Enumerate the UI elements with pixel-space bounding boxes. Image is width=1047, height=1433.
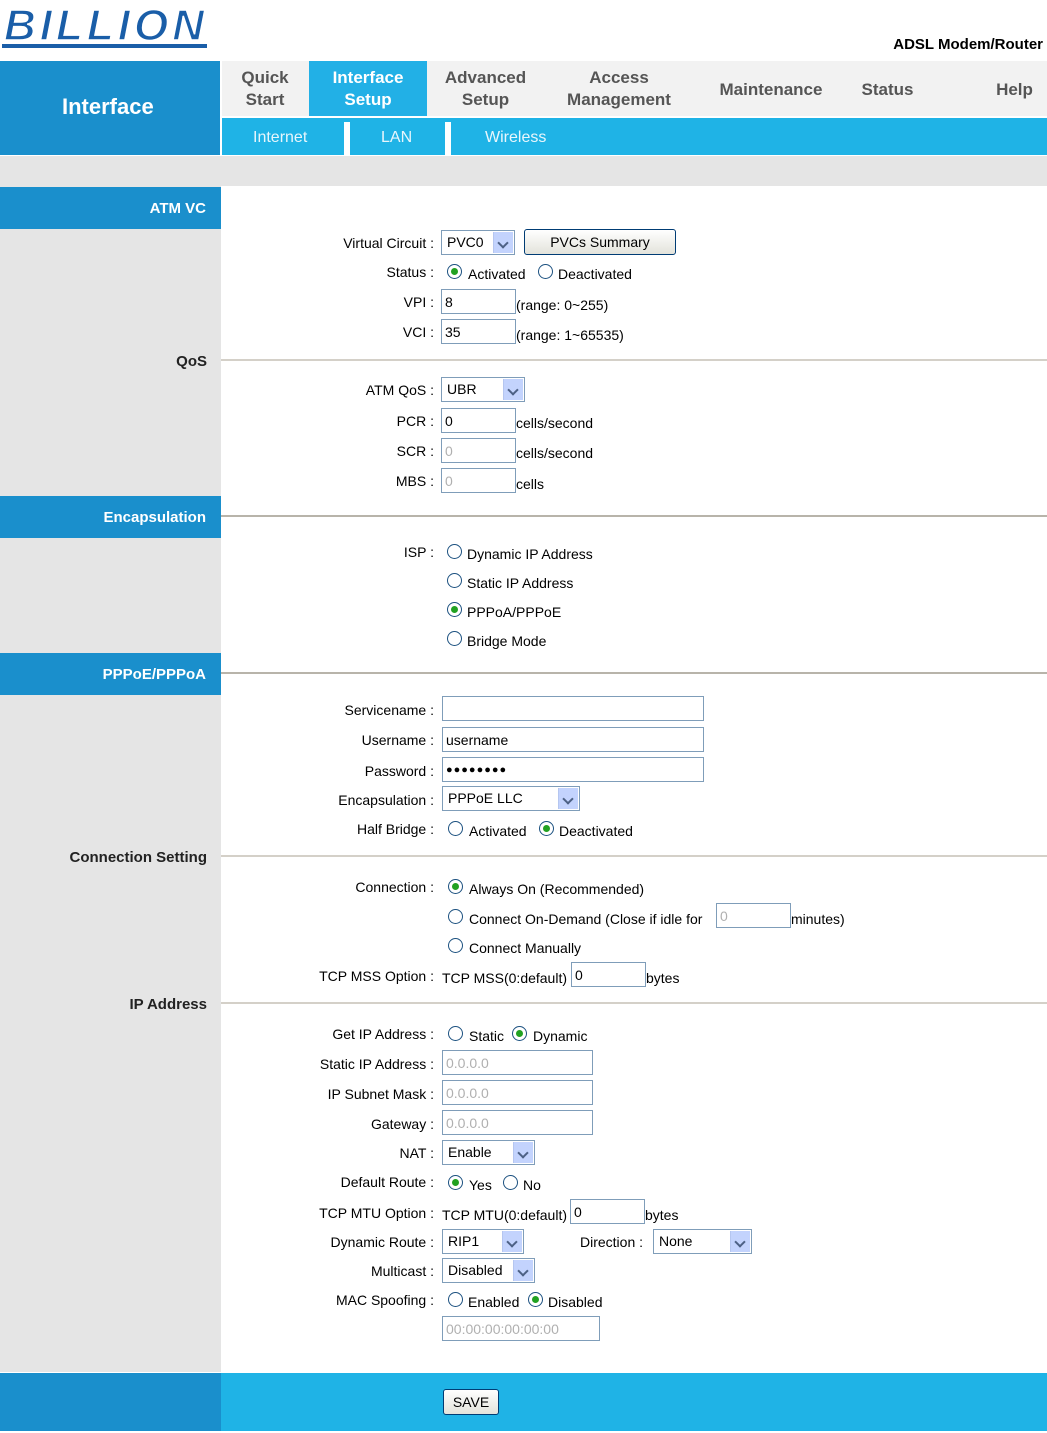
- footer-left: [0, 1373, 221, 1431]
- subnet-mask-label: IP Subnet Mask :: [327, 1086, 434, 1102]
- pcr-unit: cells/second: [516, 415, 594, 431]
- servicename-label: Servicename :: [344, 702, 434, 718]
- nav-quick-start[interactable]: Quick Start: [241, 68, 289, 109]
- status-activated-radio[interactable]: [447, 264, 462, 279]
- mac-spoof-enabled-text: Enabled: [468, 1294, 520, 1310]
- get-ip-dynamic-radio[interactable]: [512, 1026, 527, 1041]
- chevron-down-icon: [503, 379, 523, 400]
- half-bridge-deactivated-radio[interactable]: [539, 821, 554, 836]
- status-deactivated-text: Deactivated: [558, 266, 632, 282]
- chevron-down-icon: [502, 1231, 522, 1252]
- static-ip-label: Static IP Address :: [319, 1056, 434, 1072]
- dynamic-route-select[interactable]: RIP1: [442, 1229, 524, 1254]
- nav-help[interactable]: Help: [996, 80, 1033, 99]
- mac-spoof-disabled-radio[interactable]: [528, 1292, 543, 1307]
- username-input[interactable]: username: [442, 727, 704, 752]
- scr-label: SCR :: [396, 443, 434, 459]
- encapsulation-label: Encapsulation :: [338, 792, 434, 808]
- mbs-unit: cells: [516, 476, 545, 492]
- isp-bridge-text: Bridge Mode: [467, 633, 547, 649]
- vci-label: VCI :: [402, 324, 434, 340]
- subnav-divider: [445, 122, 451, 155]
- subnet-mask-input[interactable]: 0.0.0.0: [442, 1080, 593, 1105]
- vci-range: (range: 1~65535): [516, 327, 624, 343]
- servicename-input[interactable]: [442, 696, 704, 721]
- connection-label: Connection :: [355, 879, 434, 895]
- get-ip-label: Get IP Address :: [332, 1026, 434, 1042]
- get-ip-dynamic-text: Dynamic: [533, 1028, 588, 1044]
- scr-input[interactable]: 0: [441, 438, 516, 463]
- chevron-down-icon: [493, 232, 513, 253]
- tcp-mss-label: TCP MSS Option :: [319, 968, 434, 984]
- mbs-input[interactable]: 0: [441, 468, 516, 493]
- static-ip-input[interactable]: 0.0.0.0: [442, 1050, 593, 1075]
- pcr-input[interactable]: 0: [441, 408, 516, 433]
- password-input[interactable]: ●●●●●●●●: [442, 757, 704, 782]
- svg-text:BILLION: BILLION: [4, 1, 204, 50]
- scr-unit: cells/second: [516, 445, 594, 461]
- nat-label: NAT :: [399, 1145, 434, 1161]
- isp-label: ISP :: [403, 544, 434, 560]
- vpi-range: (range: 0~255): [516, 297, 609, 313]
- model-name: ADSL Modem/Router: [893, 36, 1043, 53]
- dynamic-route-label: Dynamic Route :: [330, 1234, 434, 1250]
- divider: [221, 855, 1047, 857]
- default-route-label: Default Route :: [340, 1174, 434, 1190]
- chevron-down-icon: [513, 1260, 533, 1281]
- multicast-label: Multicast :: [370, 1263, 434, 1279]
- nav-advanced-setup[interactable]: Advanced Setup: [444, 68, 527, 109]
- subnav-internet[interactable]: Internet: [253, 129, 308, 146]
- on-demand-text: Connect On-Demand (Close if idle for: [469, 911, 703, 927]
- chevron-down-icon: [730, 1231, 750, 1252]
- isp-dynamic-text: Dynamic IP Address: [467, 546, 593, 562]
- section-atm-vc: ATM VC: [0, 187, 221, 229]
- tcp-mtu-text: TCP MTU(0:default): [442, 1207, 567, 1223]
- divider: [221, 359, 1047, 361]
- half-bridge-label: Half Bridge :: [356, 821, 434, 837]
- nav-status[interactable]: Status: [861, 80, 914, 99]
- get-ip-static-radio[interactable]: [448, 1026, 463, 1041]
- connect-manually-radio[interactable]: [448, 938, 463, 953]
- tcp-mtu-input[interactable]: 0: [570, 1199, 645, 1224]
- save-button[interactable]: SAVE: [443, 1389, 499, 1415]
- section-title: Interface: [0, 61, 220, 155]
- divider: [221, 672, 1047, 674]
- main-nav: [222, 61, 1047, 116]
- left-column: [0, 156, 221, 1372]
- isp-bridge-radio[interactable]: [447, 631, 462, 646]
- half-bridge-activated-text: Activated: [469, 823, 527, 839]
- connect-manually-text: Connect Manually: [469, 940, 582, 956]
- section-ip-address: IP Address: [129, 996, 207, 1013]
- default-route-yes-radio[interactable]: [448, 1175, 463, 1190]
- tcp-mtu-bytes: bytes: [645, 1207, 679, 1223]
- subnav-wireless[interactable]: Wireless: [485, 129, 547, 146]
- chevron-down-icon: [558, 788, 578, 809]
- always-on-text: Always On (Recommended): [469, 881, 645, 897]
- half-bridge-deactivated-text: Deactivated: [559, 823, 633, 839]
- mac-address-input[interactable]: 00:00:00:00:00:00: [442, 1316, 600, 1341]
- vpi-input[interactable]: 8: [441, 289, 516, 314]
- vci-input[interactable]: 35: [441, 319, 516, 344]
- tcp-mss-input[interactable]: 0: [571, 962, 646, 987]
- nav-access-management[interactable]: Access Management: [567, 68, 671, 109]
- atm-qos-select[interactable]: UBR: [441, 377, 525, 402]
- direction-label: Direction :: [580, 1234, 644, 1250]
- get-ip-static-text: Static: [469, 1028, 505, 1044]
- nat-select[interactable]: Enable: [442, 1140, 535, 1165]
- gateway-input[interactable]: 0.0.0.0: [442, 1110, 593, 1135]
- status-label: Status :: [386, 264, 434, 280]
- multicast-select[interactable]: Disabled: [442, 1258, 535, 1283]
- mac-spoof-disabled-text: Disabled: [548, 1294, 603, 1310]
- pcr-label: PCR :: [396, 413, 434, 429]
- half-bridge-activated-radio[interactable]: [448, 821, 463, 836]
- encapsulation-select[interactable]: PPPoE LLC: [442, 786, 580, 811]
- status-deactivated-radio[interactable]: [538, 264, 553, 279]
- nav-interface-setup[interactable]: Interface Setup: [309, 61, 427, 116]
- tcp-mss-bytes: bytes: [646, 970, 680, 986]
- section-pppoe: PPPoE/PPPoA: [0, 653, 221, 695]
- tcp-mss-text: TCP MSS(0:default): [442, 970, 568, 986]
- on-demand-radio[interactable]: [448, 909, 463, 924]
- pvcs-summary-button[interactable]: PVCs Summary: [524, 229, 676, 255]
- direction-select[interactable]: None: [653, 1229, 752, 1254]
- default-route-no-text: No: [523, 1177, 541, 1193]
- vc-label: Virtual Circuit :: [343, 235, 434, 251]
- billion-logo: [2, 0, 207, 50]
- isp-static-radio[interactable]: [447, 573, 462, 588]
- isp-pppoa-text: PPPoA/PPPoE: [467, 604, 562, 620]
- divider: [221, 1002, 1047, 1004]
- isp-dynamic-radio[interactable]: [447, 544, 462, 559]
- isp-static-text: Static IP Address: [467, 575, 574, 591]
- nav-maintenance[interactable]: Maintenance: [719, 80, 823, 99]
- mac-spoofing-label: MAC Spoofing :: [335, 1292, 434, 1308]
- section-connection-setting: Connection Setting: [69, 849, 207, 866]
- vc-select[interactable]: PVC0: [441, 230, 515, 255]
- default-route-yes-text: Yes: [469, 1177, 492, 1193]
- idle-minutes-input[interactable]: 0: [716, 903, 791, 928]
- status-activated-text: Activated: [468, 266, 526, 282]
- divider: [221, 515, 1047, 517]
- gateway-label: Gateway :: [370, 1116, 434, 1132]
- subnav-divider: [344, 122, 350, 155]
- atm-qos-label: ATM QoS :: [365, 382, 434, 398]
- subnav-lan[interactable]: LAN: [381, 129, 413, 146]
- vpi-label: VPI :: [403, 294, 434, 310]
- mbs-label: MBS :: [395, 473, 434, 489]
- username-label: Username :: [361, 732, 434, 748]
- always-on-radio[interactable]: [448, 879, 463, 894]
- tcp-mtu-label: TCP MTU Option :: [319, 1205, 434, 1221]
- section-encapsulation: Encapsulation: [0, 496, 221, 538]
- section-qos: QoS: [176, 353, 207, 370]
- minutes-text: minutes): [791, 911, 845, 927]
- isp-pppoa-radio[interactable]: [447, 602, 462, 617]
- mac-spoof-enabled-radio[interactable]: [448, 1292, 463, 1307]
- chevron-down-icon: [513, 1142, 533, 1163]
- password-label: Password :: [364, 763, 434, 779]
- default-route-no-radio[interactable]: [503, 1175, 518, 1190]
